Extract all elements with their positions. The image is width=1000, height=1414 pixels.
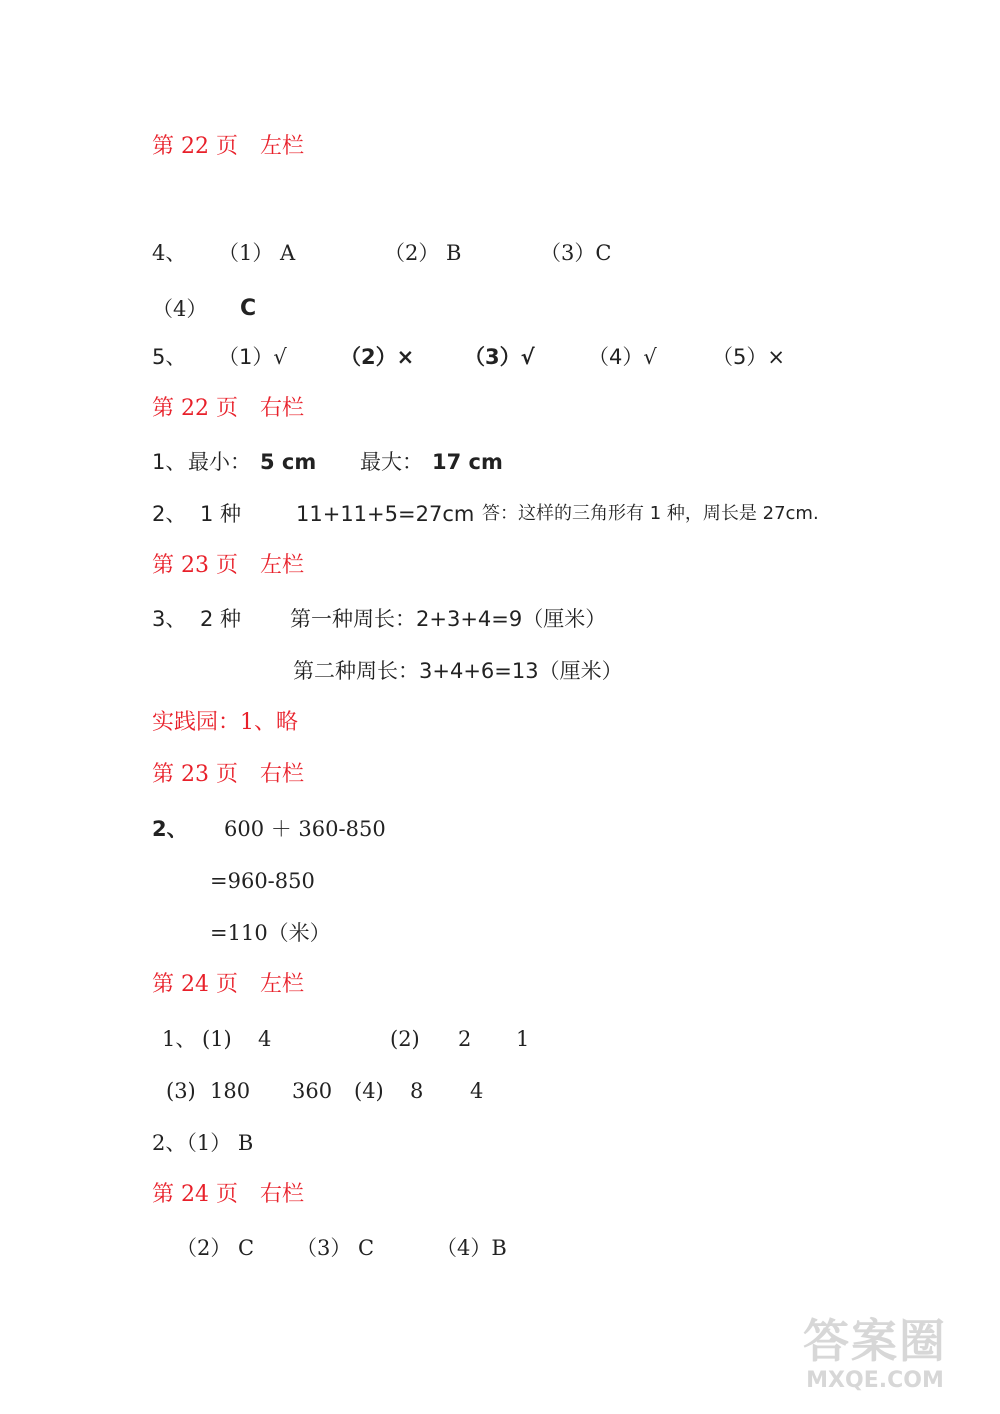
q4-answer-4-label: （4） (152, 297, 208, 321)
q5-number: 5、 (152, 345, 187, 369)
r22-q2-answer: 答：这样的三角形有 1 种，周长是 27cm. (482, 503, 819, 524)
l24-q1-part4-value1: 8 (410, 1079, 424, 1103)
r22-q2-kinds: 1 种 (200, 502, 242, 526)
r24-answer-2: （2） C (176, 1236, 255, 1260)
l24-q1-part4-label: (4) (354, 1079, 384, 1103)
r22-q1-number: 1、 (152, 450, 187, 474)
l23-q3-number: 3、 (152, 607, 187, 631)
r23-q2-number: 2、 (152, 817, 188, 841)
l23-q3-kinds: 2 种 (200, 607, 242, 631)
l24-q2-answer: 2、（1） B (152, 1131, 254, 1155)
l24-q1-part2-value2: 1 (516, 1027, 530, 1051)
q4-answer-4-value: C (240, 296, 257, 321)
q5-answer-3: （3）√ (464, 345, 535, 369)
l24-q1-part2-value1: 2 (458, 1027, 472, 1051)
watermark (780, 1314, 970, 1404)
q4-answer-3: （3）C (540, 241, 612, 265)
l24-q1-part3-label: (3) (166, 1079, 196, 1103)
l23-q3-second: 第二种周长：3+4+6=13（厘米） (293, 659, 623, 683)
r22-q1-min-label: 最小： (188, 450, 251, 474)
r23-q2-step2: =960-850 (210, 869, 315, 893)
l24-q1-part4-value2: 4 (470, 1079, 484, 1103)
section-heading-p22-right: 第 22 页 右栏 (152, 396, 304, 421)
l23-q3-first: 第一种周长：2+3+4=9（厘米） (290, 607, 607, 631)
l24-q1-part3-value2: 360 (292, 1079, 333, 1103)
r22-q1-max-value: 17 cm (432, 450, 503, 474)
l24-q1-number: 1、 (162, 1027, 197, 1051)
r22-q1-min-value: 5 cm (260, 450, 317, 474)
l24-q1-part1-value: 4 (258, 1027, 272, 1051)
watermark-logo-text: 答案圈 (803, 1314, 947, 1368)
practice-garden-heading: 实践园：1、略 (152, 710, 298, 735)
r24-answer-4: （4）B (436, 1236, 507, 1260)
l24-q1-part2-label: (2) (390, 1027, 420, 1051)
r22-q2-number: 2、 (152, 502, 187, 526)
r24-answer-3: （3） C (296, 1236, 375, 1260)
q4-answer-2: （2） B (384, 241, 462, 265)
l24-q1-part3-value1: 180 (210, 1079, 251, 1103)
watermark-url: MXQE.COM (806, 1368, 944, 1393)
section-heading-p22-left: 第 22 页 左栏 (152, 134, 304, 159)
q5-answer-2: （2）× (340, 345, 415, 369)
r22-q2-expression: 11+11+5=27cm (296, 502, 475, 526)
r23-q2-step3: =110（米） (210, 921, 331, 945)
r23-q2-step1: 600 ＋ 360-850 (224, 817, 386, 841)
q5-answer-4: （4）√ (588, 345, 657, 369)
q4-number: 4、 (152, 241, 187, 265)
l24-q1-part1-label: (1) (202, 1027, 232, 1051)
section-heading-p23-left: 第 23 页 左栏 (152, 553, 304, 578)
section-heading-p24-right: 第 24 页 右栏 (152, 1182, 304, 1207)
q5-answer-5: （5）× (712, 345, 785, 369)
q5-answer-1: （1）√ (218, 345, 287, 369)
section-heading-p24-left: 第 24 页 左栏 (152, 972, 304, 997)
section-heading-p23-right: 第 23 页 右栏 (152, 762, 304, 787)
q4-answer-1: （1） A (218, 241, 296, 265)
r22-q1-max-label: 最大： (360, 450, 423, 474)
